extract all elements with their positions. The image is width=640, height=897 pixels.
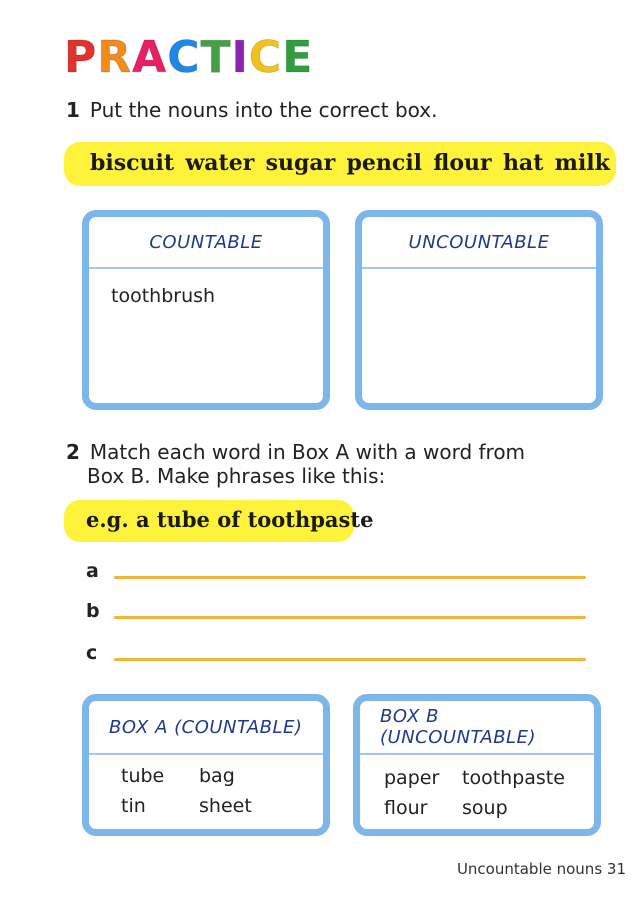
- box-a-word: tube: [121, 765, 165, 787]
- countable-box[interactable]: [82, 210, 330, 410]
- title-letter: I: [231, 32, 249, 83]
- box-b-word: soup: [462, 797, 508, 819]
- title-letter: C: [167, 32, 201, 83]
- instruction-text: Put the nouns into the correct box.: [89, 98, 438, 122]
- instruction-text: Box B. Make phrases like this:: [87, 464, 386, 488]
- countable-entry: toothbrush: [111, 285, 216, 307]
- noun-word: pencil: [346, 150, 423, 176]
- title-letter: T: [200, 32, 232, 83]
- noun-list: [90, 150, 610, 176]
- answer-letter: c: [86, 642, 98, 664]
- box-b: [353, 694, 601, 836]
- box-b-word: paper: [384, 767, 440, 789]
- answer-rule: [114, 616, 586, 619]
- title-letter: P: [64, 32, 98, 83]
- box-b-heading: BOX B (UNCOUNTABLE): [360, 701, 594, 755]
- noun-word: milk: [554, 150, 610, 176]
- noun-word: sugar: [265, 150, 336, 176]
- exercise-number: 1: [66, 98, 80, 122]
- box-a-word: tin: [121, 795, 146, 817]
- answer-letter: b: [86, 600, 100, 622]
- instruction-text: Match each word in Box A with a word from: [89, 440, 526, 464]
- noun-word: biscuit: [90, 150, 175, 176]
- title-letter: C: [248, 32, 283, 83]
- noun-word: water: [185, 150, 255, 176]
- noun-word: hat: [502, 150, 544, 176]
- exercise-1-instruction: [66, 98, 437, 122]
- box-a-heading: BOX A (COUNTABLE): [89, 701, 323, 755]
- countable-heading: COUNTABLE: [89, 217, 323, 269]
- answer-line-a[interactable]: [86, 560, 586, 582]
- box-a-word: bag: [199, 765, 235, 787]
- box-b-word: flour: [384, 797, 428, 819]
- answer-rule: [114, 576, 586, 579]
- example-phrase: e.g. a tube of toothpaste: [86, 507, 374, 532]
- answer-line-b[interactable]: [86, 600, 586, 622]
- page-footer: Uncountable nouns 31: [456, 860, 626, 878]
- title-letter: A: [132, 32, 168, 83]
- exercise-2-instruction: [66, 440, 606, 488]
- noun-word: flour: [433, 150, 492, 176]
- box-a-word: sheet: [199, 795, 252, 817]
- page-title: [64, 32, 314, 83]
- exercise-number: 2: [66, 440, 80, 464]
- answer-letter: a: [86, 560, 99, 582]
- title-letter: E: [282, 32, 314, 83]
- answer-rule: [114, 658, 586, 661]
- uncountable-box[interactable]: [355, 210, 603, 410]
- uncountable-heading: UNCOUNTABLE: [362, 217, 596, 269]
- box-a: [82, 694, 330, 836]
- title-letter: R: [97, 32, 133, 83]
- answer-line-c[interactable]: [86, 642, 586, 664]
- box-b-word: toothpaste: [462, 767, 565, 789]
